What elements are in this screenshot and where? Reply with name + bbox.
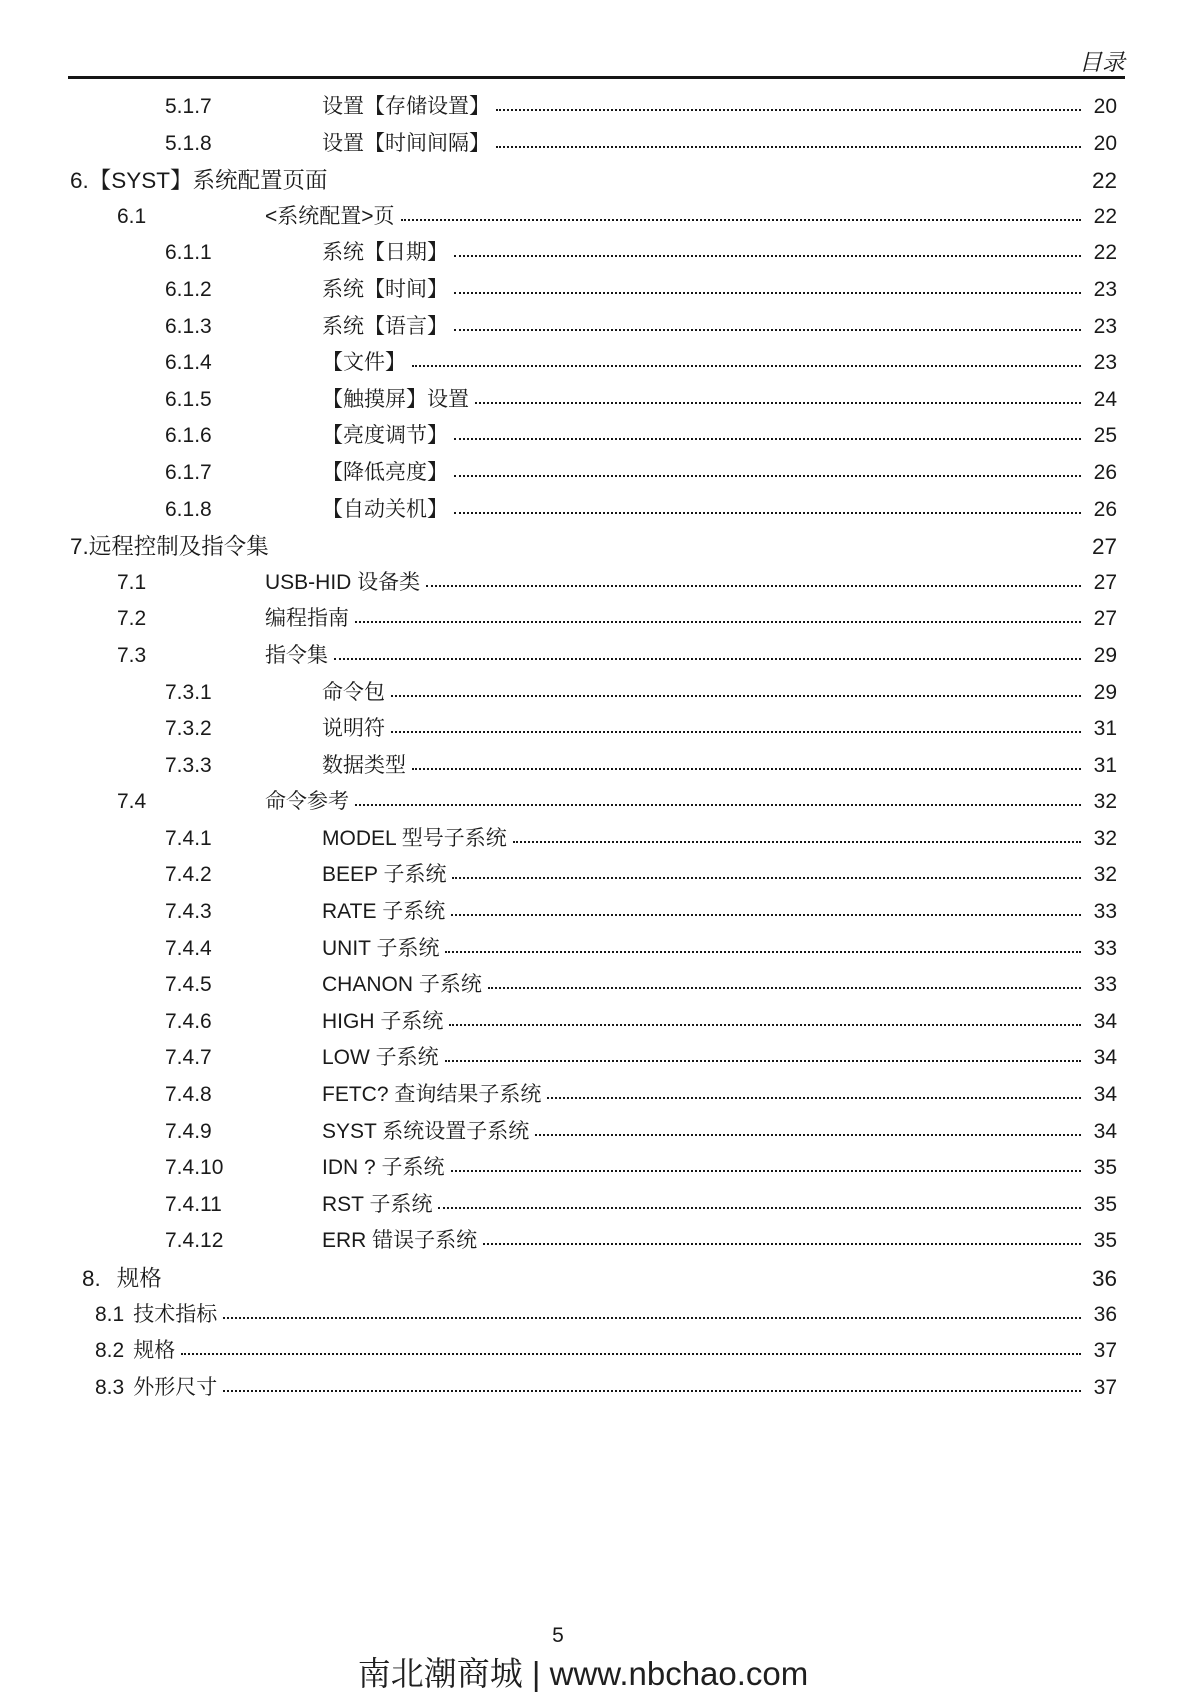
footer-page-number: 5 bbox=[552, 1624, 564, 1647]
toc-entry-number: 8.1 bbox=[95, 1302, 125, 1326]
toc-entry-title: FETC? 查询结果子系统 bbox=[322, 1083, 542, 1107]
toc-entry-page: 22 bbox=[1091, 168, 1117, 194]
toc-entry-number: 6.1.4 bbox=[165, 351, 212, 375]
toc-entry-title: 【自动关机】 bbox=[322, 497, 448, 521]
toc-entry-title: UNIT 子系统 bbox=[322, 936, 440, 960]
toc-entry-page: 27 bbox=[1093, 570, 1117, 594]
toc-entry-page: 26 bbox=[1093, 460, 1117, 484]
dot-leader bbox=[452, 877, 1081, 879]
dot-leader bbox=[355, 804, 1081, 806]
toc-entry-title: 【亮度调节】 bbox=[322, 424, 448, 448]
toc-entry-page: 20 bbox=[1093, 95, 1117, 118]
toc-entry-page: 25 bbox=[1093, 424, 1117, 448]
page-header-title: 目录 bbox=[1079, 50, 1125, 76]
toc-entry-number: 6.1.5 bbox=[165, 387, 212, 411]
toc-entry[interactable] bbox=[70, 961, 1125, 998]
toc-entry-page: 34 bbox=[1093, 1083, 1117, 1107]
toc-entry-page: 26 bbox=[1093, 497, 1117, 521]
toc-entry[interactable] bbox=[70, 376, 1125, 413]
toc-entry-page: 34 bbox=[1093, 1119, 1117, 1143]
toc-entry[interactable] bbox=[70, 1327, 1125, 1364]
dot-leader bbox=[391, 731, 1081, 733]
toc-entry-title: 规格 bbox=[133, 1339, 176, 1363]
toc-entry-title: BEEP 子系统 bbox=[322, 863, 447, 887]
toc-entry-title: 规格 bbox=[116, 1266, 162, 1291]
toc-entry-number: 8. bbox=[82, 1266, 101, 1291]
toc-entry-title: 设置【时间间隔】 bbox=[322, 131, 490, 155]
dot-leader bbox=[334, 658, 1081, 660]
toc-entry[interactable] bbox=[70, 449, 1125, 486]
toc-entry-number: 7.4.1 bbox=[165, 826, 212, 850]
dot-leader bbox=[475, 402, 1081, 404]
toc-entry-title: 指令集 bbox=[265, 643, 328, 667]
dot-leader bbox=[426, 585, 1081, 587]
toc-list bbox=[70, 83, 1125, 1400]
toc-entry[interactable] bbox=[70, 266, 1125, 303]
dot-leader bbox=[401, 219, 1081, 221]
toc-entry-title: 技术指标 bbox=[133, 1302, 218, 1326]
toc-entry-page: 32 bbox=[1093, 826, 1117, 850]
toc-entry-number: 8.3 bbox=[95, 1375, 125, 1399]
toc-entry[interactable] bbox=[70, 522, 1125, 559]
toc-entry-number: 6. bbox=[70, 168, 89, 194]
toc-entry-title: 编程指南 bbox=[265, 607, 349, 631]
toc-entry-page: 37 bbox=[1093, 1375, 1117, 1399]
toc-entry-number: 7.4 bbox=[117, 790, 147, 814]
dot-leader bbox=[513, 841, 1081, 843]
toc-entry-title: 远程控制及指令集 bbox=[88, 534, 269, 560]
toc-entry[interactable] bbox=[70, 888, 1125, 925]
toc-entry[interactable] bbox=[70, 778, 1125, 815]
dot-leader bbox=[535, 1134, 1081, 1136]
toc-entry-page: 34 bbox=[1093, 1046, 1117, 1070]
toc-entry-title: 数据类型 bbox=[322, 753, 406, 777]
toc-entry[interactable] bbox=[70, 1254, 1125, 1291]
toc-entry-page: 34 bbox=[1093, 1009, 1117, 1033]
dot-leader bbox=[454, 512, 1081, 514]
toc-entry-number: 7.3.1 bbox=[165, 680, 212, 704]
toc-entry-title: USB-HID 设备类 bbox=[265, 570, 421, 594]
toc-entry-title: 【触摸屏】设置 bbox=[322, 387, 469, 411]
toc-entry-title: ERR 错误子系统 bbox=[322, 1229, 478, 1253]
toc-entry-page: 36 bbox=[1093, 1302, 1117, 1326]
toc-entry-number: 7.4.6 bbox=[165, 1009, 212, 1033]
toc-entry-number: 7.3 bbox=[117, 643, 147, 667]
toc-entry[interactable] bbox=[70, 925, 1125, 962]
toc-entry-page: 35 bbox=[1093, 1192, 1117, 1216]
dot-leader bbox=[454, 292, 1081, 294]
toc-entry-number: 7.4.12 bbox=[165, 1229, 224, 1253]
toc-entry[interactable] bbox=[70, 1071, 1125, 1108]
toc-entry-page: 33 bbox=[1093, 973, 1117, 997]
toc-entry[interactable] bbox=[70, 486, 1125, 523]
toc-entry-number: 7.4.7 bbox=[165, 1046, 212, 1070]
toc-entry-title: 系统【时间】 bbox=[322, 277, 448, 301]
dot-leader bbox=[449, 1024, 1081, 1026]
dot-leader bbox=[496, 146, 1081, 148]
toc-entry[interactable] bbox=[70, 412, 1125, 449]
dot-leader bbox=[454, 255, 1081, 257]
toc-entry-number: 7.4.9 bbox=[165, 1119, 212, 1143]
toc-entry[interactable] bbox=[70, 339, 1125, 376]
toc-entry-title: CHANON 子系统 bbox=[322, 973, 482, 997]
toc-entry[interactable] bbox=[70, 851, 1125, 888]
toc-entry[interactable] bbox=[70, 632, 1125, 669]
toc-entry-page: 29 bbox=[1093, 680, 1117, 704]
toc-entry-number: 6.1.6 bbox=[165, 424, 212, 448]
toc-entry[interactable] bbox=[70, 595, 1125, 632]
toc-entry-page: 37 bbox=[1093, 1339, 1117, 1363]
toc-entry-page: 27 bbox=[1091, 534, 1117, 560]
toc-entry-number: 6.1.8 bbox=[165, 497, 212, 521]
dot-leader bbox=[223, 1317, 1081, 1319]
toc-entry-number: 7.2 bbox=[117, 607, 147, 631]
toc-entry[interactable] bbox=[70, 303, 1125, 340]
toc-entry-number: 7.4.11 bbox=[165, 1192, 222, 1216]
dot-leader bbox=[355, 621, 1081, 623]
toc-entry-page: 32 bbox=[1093, 790, 1117, 814]
toc-entry[interactable] bbox=[70, 815, 1125, 852]
toc-entry-number: 7.4.8 bbox=[165, 1083, 212, 1107]
toc-entry-number: 6.1.1 bbox=[165, 241, 212, 265]
toc-entry-page: 33 bbox=[1093, 936, 1117, 960]
toc-entry-page: 31 bbox=[1093, 717, 1117, 741]
toc-entry-number: 7.4.10 bbox=[165, 1156, 224, 1180]
toc-entry-title: 【文件】 bbox=[322, 351, 406, 375]
toc-entry[interactable] bbox=[70, 120, 1125, 157]
toc-entry-title: MODEL 型号子系统 bbox=[322, 826, 507, 850]
dot-leader bbox=[445, 951, 1081, 953]
toc-entry-number: 7.4.3 bbox=[165, 900, 212, 924]
toc-entry-number: 5.1.8 bbox=[165, 131, 212, 155]
toc-entry-number: 7.3.3 bbox=[165, 753, 212, 777]
toc-entry[interactable] bbox=[70, 705, 1125, 742]
dot-leader bbox=[223, 1390, 1081, 1392]
toc-entry[interactable] bbox=[70, 1291, 1125, 1328]
toc-entry-page: 29 bbox=[1093, 643, 1117, 667]
dot-leader bbox=[496, 109, 1081, 111]
toc-entry-number: 7.1 bbox=[117, 570, 147, 594]
dot-leader bbox=[391, 695, 1081, 697]
toc-entry[interactable] bbox=[70, 742, 1125, 779]
toc-entry-page: 36 bbox=[1091, 1266, 1117, 1291]
toc-entry-title: 说明符 bbox=[322, 717, 385, 741]
toc-entry-title: IDN ? 子系统 bbox=[322, 1156, 445, 1180]
toc-entry-page: 20 bbox=[1093, 131, 1117, 155]
toc-entry-page: 23 bbox=[1093, 277, 1117, 301]
toc-entry-title: 系统【语言】 bbox=[322, 314, 448, 338]
toc-entry-title: 【降低亮度】 bbox=[322, 460, 448, 484]
dot-leader bbox=[454, 475, 1081, 477]
toc-entry-number: 7.4.5 bbox=[165, 973, 212, 997]
toc-entry[interactable] bbox=[70, 156, 1125, 193]
toc-entry[interactable] bbox=[70, 229, 1125, 266]
toc-entry-title: <系统配置>页 bbox=[265, 204, 395, 228]
toc-entry-page: 31 bbox=[1093, 753, 1117, 777]
toc-entry-number: 6.1.7 bbox=[165, 460, 212, 484]
toc-entry-title: 【SYST】系统配置页面 bbox=[88, 168, 328, 194]
dot-leader bbox=[483, 1243, 1081, 1245]
dot-leader bbox=[451, 914, 1081, 916]
toc-entry-page: 23 bbox=[1093, 351, 1117, 375]
toc-entry[interactable] bbox=[70, 1034, 1125, 1071]
dot-leader bbox=[412, 365, 1081, 367]
dot-leader bbox=[181, 1353, 1081, 1355]
toc-entry-number: 7. bbox=[70, 534, 89, 560]
toc-entry-page: 24 bbox=[1093, 387, 1117, 411]
dot-leader bbox=[412, 768, 1081, 770]
footer-brand-watermark: 南北潮商城 | www.nbchao.com bbox=[357, 1655, 809, 1692]
toc-entry-title: LOW 子系统 bbox=[322, 1046, 439, 1070]
toc-entry-number: 7.4.2 bbox=[165, 863, 212, 887]
toc-entry-title: 命令参考 bbox=[265, 790, 349, 814]
toc-entry-page: 33 bbox=[1093, 900, 1117, 924]
toc-entry[interactable] bbox=[70, 193, 1125, 230]
toc-entry-page: 35 bbox=[1093, 1156, 1117, 1180]
dot-leader bbox=[445, 1060, 1081, 1062]
toc-entry-number: 7.4.4 bbox=[165, 936, 212, 960]
toc-entry[interactable] bbox=[70, 559, 1125, 596]
dot-leader bbox=[438, 1207, 1081, 1209]
toc-entry-title: 外形尺寸 bbox=[133, 1375, 218, 1399]
toc-entry-title: RATE 子系统 bbox=[322, 900, 446, 924]
toc-entry[interactable] bbox=[70, 1181, 1125, 1218]
toc-entry[interactable] bbox=[70, 1217, 1125, 1254]
toc-entry-title: 系统【日期】 bbox=[322, 241, 448, 265]
dot-leader bbox=[451, 1170, 1081, 1172]
toc-entry-number: 5.1.7 bbox=[165, 95, 212, 118]
toc-entry-page: 22 bbox=[1093, 204, 1117, 228]
toc-entry-page: 35 bbox=[1093, 1229, 1117, 1253]
dot-leader bbox=[454, 329, 1081, 331]
toc-entry-page: 27 bbox=[1093, 607, 1117, 631]
dot-leader bbox=[454, 438, 1081, 440]
toc-entry[interactable] bbox=[70, 1364, 1125, 1401]
toc-entry[interactable] bbox=[70, 83, 1125, 120]
toc-entry-number: 6.1.3 bbox=[165, 314, 212, 338]
toc-entry-title: RST 子系统 bbox=[322, 1192, 433, 1216]
dot-leader bbox=[547, 1097, 1081, 1099]
header-rule bbox=[68, 76, 1125, 79]
toc-entry-page: 23 bbox=[1093, 314, 1117, 338]
dot-leader bbox=[488, 987, 1081, 989]
toc-entry-number: 7.3.2 bbox=[165, 717, 212, 741]
toc-entry-title: HIGH 子系统 bbox=[322, 1009, 444, 1033]
toc-entry-title: SYST 系统设置子系统 bbox=[322, 1119, 530, 1143]
toc-entry-page: 32 bbox=[1093, 863, 1117, 887]
toc-entry[interactable] bbox=[70, 669, 1125, 706]
toc-entry-page: 22 bbox=[1093, 241, 1117, 265]
toc-entry[interactable] bbox=[70, 998, 1125, 1035]
toc-entry-number: 6.1 bbox=[117, 204, 147, 228]
toc-entry-title: 命令包 bbox=[322, 680, 385, 704]
toc-entry[interactable] bbox=[70, 1108, 1125, 1145]
toc-entry-number: 6.1.2 bbox=[165, 277, 212, 301]
toc-entry[interactable] bbox=[70, 1144, 1125, 1181]
toc-entry-number: 8.2 bbox=[95, 1339, 125, 1363]
toc-entry-title: 设置【存储设置】 bbox=[322, 95, 490, 118]
